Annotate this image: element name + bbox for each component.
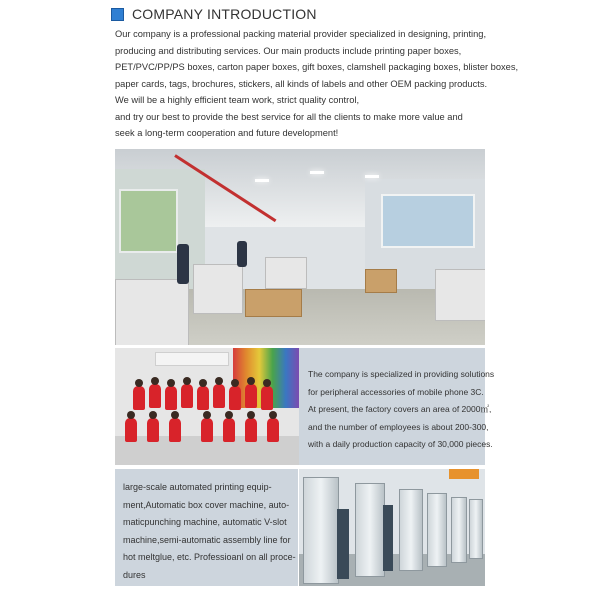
equipment-line: machine,semi-automatic assembly line for — [123, 534, 291, 545]
intro-paragraph — [115, 26, 519, 142]
facts-line: At present, the factory covers an area of 2000㎡, — [308, 404, 492, 414]
ceiling-lamp — [365, 175, 379, 178]
team-member — [267, 418, 279, 442]
team-member — [165, 386, 177, 410]
intro-line: Our company is a professional packing material provider specialized in designing, printing, — [115, 29, 487, 39]
team-member — [181, 384, 193, 408]
page-title: COMPANY INTRODUCTION — [132, 6, 317, 22]
facts-line: The company is specialized in providing solutions — [308, 369, 495, 379]
orange-beam — [449, 469, 479, 479]
team-member — [201, 418, 213, 442]
paper-machine — [435, 269, 485, 321]
equipment-line: ment,Automatic box cover machine, auto- — [123, 499, 290, 510]
printing-unit — [451, 497, 467, 563]
facts-line: and the number of employees is about 200-300, — [308, 421, 489, 432]
right-windows — [381, 194, 475, 248]
equipment-line: hot meltglue, etc. Professioanl on all proce- — [123, 552, 296, 562]
printing-machines-photo — [299, 469, 485, 586]
facts-line: for peripheral accessories of mobile phone 3C. — [308, 386, 484, 397]
worker — [237, 241, 247, 267]
team-member — [197, 386, 209, 410]
worker — [177, 244, 189, 284]
team-member — [125, 418, 137, 442]
equipment-line: large-scale automated printing equip- — [123, 482, 272, 492]
ceiling-lamp — [310, 171, 324, 174]
team-member — [261, 386, 273, 410]
intro-line: and try our best to provide the best service for all the clients to make more value and — [115, 111, 463, 122]
printing-unit — [355, 483, 385, 577]
printing-unit — [303, 477, 339, 584]
intro-line: seek a long-term cooperation and future development! — [115, 128, 339, 138]
team-member — [147, 418, 159, 442]
printing-unit-frame — [383, 505, 393, 571]
team-member — [229, 386, 241, 410]
paper-machine — [115, 279, 189, 345]
team-member — [245, 418, 257, 442]
section-header — [111, 6, 317, 22]
printing-unit — [399, 489, 423, 571]
left-windows — [119, 189, 178, 253]
intro-line: We will be a highly efficient team work, strict quality control, — [115, 95, 360, 105]
intro-line: PET/PVC/PP/PS boxes, carton paper boxes, gift boxes, clamshell packaging boxes, blister boxes, — [115, 62, 519, 72]
company-banner — [155, 352, 229, 366]
team-member — [169, 418, 181, 442]
team-photo — [115, 348, 299, 465]
facts-line: with a daily production capacity of 30,000 pieces. — [308, 439, 493, 449]
ceiling-lamp — [255, 179, 269, 182]
team-member — [149, 384, 161, 408]
team-member — [133, 386, 145, 410]
team-member — [245, 384, 257, 408]
company-facts-panel — [299, 348, 495, 465]
equipment-text — [123, 479, 296, 584]
cardboard-stack — [245, 289, 302, 317]
equipment-panel — [115, 469, 298, 586]
intro-line: producing and distributing services. Our main products include printing paper boxes, — [115, 45, 462, 56]
intro-line: paper cards, tags, brochures, stickers, all kinds of labels and other OEM packing products. — [115, 78, 488, 89]
printing-unit-frame — [337, 509, 349, 579]
paper-machine — [265, 257, 307, 289]
square-bullet-icon — [111, 8, 124, 21]
cardboard-stack — [365, 269, 397, 293]
factory-floor-photo — [115, 149, 485, 345]
team-member — [213, 384, 225, 408]
printing-unit — [469, 499, 483, 559]
paper-machine — [193, 264, 243, 314]
team-member — [223, 418, 235, 442]
company-facts-text — [308, 366, 495, 454]
printing-unit — [427, 493, 447, 567]
equipment-line: maticpunching machine, automatic V-slot — [123, 517, 287, 527]
equipment-line: dures — [123, 569, 146, 580]
